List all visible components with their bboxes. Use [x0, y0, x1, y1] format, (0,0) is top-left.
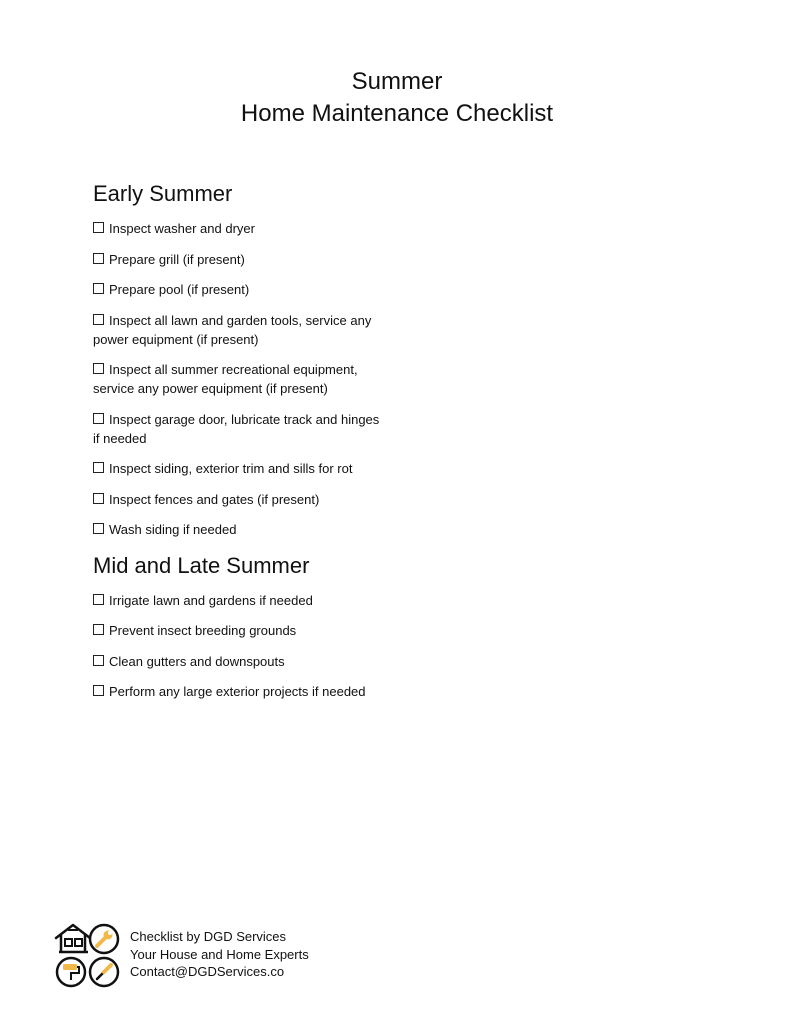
- checklist-item-label: Clean gutters and downspouts: [109, 653, 285, 669]
- checkbox-icon[interactable]: [93, 462, 104, 473]
- checklist-item-label: Inspect siding, exterior trim and sills for rot: [109, 461, 353, 476]
- checklist-item-label: Inspect all summer recreational equipment, service any power equipment (if present): [93, 362, 358, 396]
- title-line-season: Summer: [351, 68, 443, 95]
- checklist-item: [93, 280, 383, 299]
- footer-tagline: Your House and Home Experts: [130, 946, 309, 962]
- checklist-item-label: Wash siding if needed: [109, 522, 237, 537]
- checklist-item: [93, 621, 383, 640]
- checklist-item-label: Prepare pool (if present): [109, 282, 250, 297]
- checklist-item-label: Inspect all lawn and garden tools, service any power equipment (if present): [93, 312, 372, 347]
- footer-contact-email[interactable]: Contact@DGDServices.co: [130, 964, 285, 979]
- footer-company: Checklist by DGD Services: [130, 929, 287, 944]
- checklist-item-label: Prepare grill (if present): [109, 251, 245, 267]
- page-title: [0, 66, 794, 130]
- checklist-item-label: Inspect garage door, lubricate track and hinges if needed: [93, 411, 380, 446]
- checklist-item: [93, 410, 383, 448]
- checklist-item: [93, 311, 383, 349]
- checklist-item: [93, 652, 383, 671]
- checkbox-icon[interactable]: [93, 493, 104, 504]
- checkbox-icon[interactable]: [93, 314, 104, 325]
- checklist-item-label: Irrigate lawn and gardens if needed: [109, 592, 313, 608]
- checkbox-icon[interactable]: [93, 283, 104, 294]
- checklist-item: [93, 250, 383, 269]
- checklist-item: [93, 459, 383, 478]
- checklist-item-label: Inspect fences and gates (if present): [109, 491, 320, 507]
- checkbox-icon[interactable]: [93, 253, 104, 264]
- checkbox-icon[interactable]: [93, 624, 104, 635]
- checklist-item: [93, 591, 383, 610]
- checkbox-icon[interactable]: [93, 222, 104, 233]
- checkbox-icon[interactable]: [93, 655, 104, 666]
- checklist-item: [93, 490, 383, 509]
- checklist-item: [93, 219, 383, 238]
- checklist-content: [93, 179, 383, 713]
- section-heading-mid-late-summer: Mid and Late Summer: [93, 552, 310, 578]
- checklist-item-label: Inspect washer and dryer: [109, 221, 255, 236]
- checklist-item: [93, 520, 383, 539]
- title-line-checklist: Home Maintenance Checklist: [240, 100, 554, 127]
- early-summer-checklist: [93, 219, 383, 539]
- footer: [54, 922, 454, 992]
- checkbox-icon[interactable]: [93, 363, 104, 374]
- checklist-item: [93, 360, 383, 398]
- checklist-item: [93, 682, 383, 701]
- checklist-item-label: Perform any large exterior projects if needed: [109, 684, 366, 699]
- footer-contact-text: [130, 928, 309, 981]
- checkbox-icon[interactable]: [93, 523, 104, 534]
- checkbox-icon[interactable]: [93, 413, 104, 424]
- house-tools-logo-icon: [54, 922, 122, 990]
- checkbox-icon[interactable]: [93, 594, 104, 605]
- checkbox-icon[interactable]: [93, 685, 104, 696]
- checklist-item-label: Prevent insect breeding grounds: [109, 623, 297, 638]
- section-heading-early-summer: Early Summer: [93, 181, 233, 206]
- mid-late-summer-checklist: [93, 591, 383, 702]
